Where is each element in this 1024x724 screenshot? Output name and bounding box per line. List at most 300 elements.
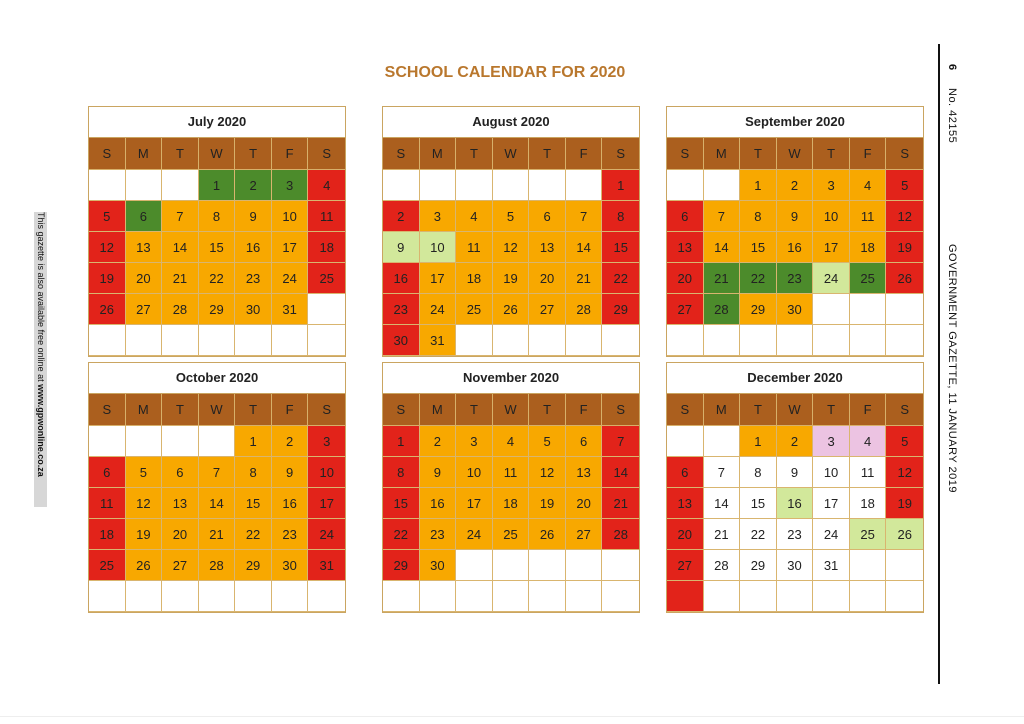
day-cell: 22 [383,519,420,550]
weekday-header: W [493,138,530,170]
empty-cell [667,170,704,201]
weekday-header: M [420,138,457,170]
empty-cell [602,550,639,581]
day-cell: 6 [566,426,603,457]
day-cell: 4 [456,201,493,232]
day-cell: 27 [667,550,704,581]
day-cell: 15 [740,232,777,263]
day-cell: 29 [235,550,272,581]
weekday-header: F [850,138,887,170]
day-cell: 2 [235,170,272,201]
day-cell: 6 [667,457,704,488]
day-cell: 20 [126,263,163,294]
weekday-header: T [162,138,199,170]
empty-cell [886,325,923,356]
day-cell: 1 [740,170,777,201]
day-cell: 2 [420,426,457,457]
day-cell: 13 [162,488,199,519]
day-cell: 1 [602,170,639,201]
day-cell: 26 [886,263,923,294]
day-cell: 19 [886,232,923,263]
empty-cell [420,581,457,612]
month-december [666,362,924,613]
page-number: 6 [946,64,958,71]
day-cell: 20 [162,519,199,550]
day-cell: 8 [602,201,639,232]
month-title: August 2020 [383,107,639,138]
day-cell: 15 [199,232,236,263]
empty-cell [493,325,530,356]
day-cell: 19 [493,263,530,294]
weekday-header: W [777,394,814,426]
day-cell: 23 [383,294,420,325]
weekday-header: S [383,138,420,170]
day-cell: 5 [529,426,566,457]
day-cell: 25 [850,519,887,550]
weekday-header: F [272,138,309,170]
day-cell: 19 [529,488,566,519]
day-cell: 15 [740,488,777,519]
empty-cell [704,325,741,356]
month-september [666,106,924,357]
day-cell: 9 [777,201,814,232]
day-cell: 28 [199,550,236,581]
day-cell: 28 [566,294,603,325]
day-cell: 26 [529,519,566,550]
empty-cell [420,170,457,201]
empty-cell [813,581,850,612]
empty-cell [566,170,603,201]
empty-cell [667,325,704,356]
day-cell: 7 [199,457,236,488]
day-cell: 12 [886,457,923,488]
day-cell: 6 [529,201,566,232]
day-cell: 13 [529,232,566,263]
day-cell: 10 [456,457,493,488]
day-cell: 27 [529,294,566,325]
empty-cell [89,170,126,201]
day-cell: 10 [420,232,457,263]
gazette-title: GOVERNMENT GAZETTE, 11 JANUARY 2019 [946,244,958,493]
empty-cell [704,581,741,612]
day-cell: 9 [420,457,457,488]
day-cell: 2 [777,426,814,457]
day-cell: 12 [493,232,530,263]
empty-cell [850,294,887,325]
day-cell: 29 [383,550,420,581]
day-cell: 31 [420,325,457,356]
day-cell: 27 [566,519,603,550]
gazette-number: No. 42155 [946,88,958,144]
margin-rule [938,44,940,684]
day-cell: 23 [235,263,272,294]
empty-cell [813,325,850,356]
day-cell: 18 [850,488,887,519]
day-cell: 11 [493,457,530,488]
day-cell: 12 [89,232,126,263]
day-cell: 11 [850,201,887,232]
day-cell: 27 [162,550,199,581]
day-cell: 20 [529,263,566,294]
day-cell: 20 [566,488,603,519]
empty-cell [529,170,566,201]
day-cell: 11 [850,457,887,488]
day-cell: 15 [383,488,420,519]
day-cell: 4 [850,426,887,457]
day-cell: 21 [602,488,639,519]
empty-cell [199,581,236,612]
month-grid [89,394,345,612]
weekday-header: W [199,394,236,426]
day-cell: 12 [886,201,923,232]
day-cell: 9 [272,457,309,488]
day-cell: 28 [162,294,199,325]
empty-cell [126,426,163,457]
weekday-header: T [813,394,850,426]
day-cell: 16 [777,232,814,263]
month-title: September 2020 [667,107,923,138]
day-cell: 25 [850,263,887,294]
weekday-header: M [704,138,741,170]
day-cell: 30 [420,550,457,581]
day-cell: 15 [235,488,272,519]
day-cell: 18 [493,488,530,519]
day-cell: 23 [420,519,457,550]
page-title: SCHOOL CALENDAR FOR 2020 [384,64,626,81]
weekday-header: T [456,138,493,170]
month-grid [89,138,345,356]
empty-cell [308,325,345,356]
empty-cell [886,581,923,612]
empty-cell [456,170,493,201]
day-cell: 30 [777,550,814,581]
month-july [88,106,346,357]
empty-cell [886,294,923,325]
day-cell: 29 [602,294,639,325]
weekday-header: T [235,138,272,170]
day-cell: 15 [602,232,639,263]
empty-cell [850,550,887,581]
day-cell: 29 [199,294,236,325]
day-cell: 30 [777,294,814,325]
month-grid [667,138,923,356]
empty-cell [89,325,126,356]
day-cell: 16 [777,488,814,519]
day-cell: 22 [740,263,777,294]
weekday-header: M [704,394,741,426]
day-cell: 7 [566,201,603,232]
empty-cell [126,325,163,356]
empty-cell [199,426,236,457]
day-cell: 6 [162,457,199,488]
day-cell: 31 [813,550,850,581]
day-cell: 13 [667,488,704,519]
day-cell: 31 [308,550,345,581]
day-cell: 3 [272,170,309,201]
day-cell: 21 [704,519,741,550]
day-cell: 5 [886,426,923,457]
day-cell: 14 [162,232,199,263]
weekday-header: W [493,394,530,426]
month-title: October 2020 [89,363,345,394]
day-cell: 24 [456,519,493,550]
weekday-header: W [199,138,236,170]
month-title: December 2020 [667,363,923,394]
empty-cell [126,581,163,612]
day-cell: 25 [89,550,126,581]
weekday-header: T [740,394,777,426]
day-cell: 10 [308,457,345,488]
day-cell: 28 [602,519,639,550]
day-cell: 3 [813,426,850,457]
empty-cell [667,581,704,612]
weekday-header: T [235,394,272,426]
day-cell: 9 [777,457,814,488]
day-cell: 5 [886,170,923,201]
month-grid [383,394,639,612]
weekday-header: M [126,394,163,426]
empty-cell [777,325,814,356]
day-cell: 19 [89,263,126,294]
side-note [34,212,47,507]
weekday-header: S [89,138,126,170]
day-cell: 20 [667,263,704,294]
day-cell: 25 [308,263,345,294]
day-cell: 16 [383,263,420,294]
day-cell: 29 [740,294,777,325]
side-note-text [34,212,47,477]
day-cell: 24 [272,263,309,294]
weekday-header: W [777,138,814,170]
month-grid [667,394,923,612]
empty-cell [602,581,639,612]
day-cell: 6 [667,201,704,232]
day-cell: 14 [704,488,741,519]
day-cell: 3 [813,170,850,201]
day-cell: 24 [813,263,850,294]
day-cell: 23 [777,519,814,550]
empty-cell [529,581,566,612]
empty-cell [886,550,923,581]
empty-cell [850,581,887,612]
weekday-header: M [126,138,163,170]
empty-cell [529,325,566,356]
day-cell: 14 [704,232,741,263]
day-cell: 14 [199,488,236,519]
day-cell: 2 [272,426,309,457]
day-cell: 7 [602,426,639,457]
day-cell: 30 [272,550,309,581]
day-cell: 1 [199,170,236,201]
empty-cell [199,325,236,356]
empty-cell [740,325,777,356]
bottom-rule [0,716,1024,717]
day-cell: 7 [704,457,741,488]
weekday-header: F [850,394,887,426]
weekday-header: M [420,394,457,426]
day-cell: 7 [704,201,741,232]
day-cell: 5 [89,201,126,232]
empty-cell [529,550,566,581]
day-cell: 30 [383,325,420,356]
day-cell: 28 [704,550,741,581]
day-cell: 17 [456,488,493,519]
day-cell: 24 [420,294,457,325]
day-cell: 1 [383,426,420,457]
day-cell: 10 [813,201,850,232]
empty-cell [566,325,603,356]
day-cell: 28 [704,294,741,325]
day-cell: 26 [493,294,530,325]
day-cell: 9 [235,201,272,232]
weekday-header: S [308,138,345,170]
day-cell: 11 [89,488,126,519]
day-cell: 8 [235,457,272,488]
day-cell: 1 [235,426,272,457]
weekday-header: T [456,394,493,426]
day-cell: 10 [813,457,850,488]
day-cell: 23 [272,519,309,550]
empty-cell [162,325,199,356]
day-cell: 24 [813,519,850,550]
weekday-header: T [529,394,566,426]
empty-cell [272,581,309,612]
day-cell: 14 [566,232,603,263]
day-cell: 8 [740,201,777,232]
day-cell: 2 [383,201,420,232]
weekday-header: F [566,394,603,426]
day-cell: 26 [886,519,923,550]
month-title: November 2020 [383,363,639,394]
day-cell: 30 [235,294,272,325]
weekday-header: S [383,394,420,426]
day-cell: 17 [813,232,850,263]
day-cell: 2 [777,170,814,201]
empty-cell [235,581,272,612]
day-cell: 19 [126,519,163,550]
weekday-header: T [740,138,777,170]
empty-cell [493,581,530,612]
weekday-header: F [272,394,309,426]
day-cell: 11 [456,232,493,263]
day-cell: 1 [740,426,777,457]
day-cell: 10 [272,201,309,232]
empty-cell [704,170,741,201]
empty-cell [566,550,603,581]
day-cell: 16 [235,232,272,263]
day-cell: 8 [740,457,777,488]
day-cell: 20 [667,519,704,550]
empty-cell [162,170,199,201]
empty-cell [456,550,493,581]
month-november [382,362,640,613]
day-cell: 21 [704,263,741,294]
day-cell: 21 [199,519,236,550]
empty-cell [493,550,530,581]
day-cell: 21 [162,263,199,294]
empty-cell [162,426,199,457]
day-cell: 23 [777,263,814,294]
month-august [382,106,640,357]
day-cell: 16 [272,488,309,519]
weekday-header: T [813,138,850,170]
day-cell: 17 [420,263,457,294]
empty-cell [704,426,741,457]
weekday-header: T [529,138,566,170]
day-cell: 18 [456,263,493,294]
day-cell: 6 [126,201,163,232]
weekday-header: F [566,138,603,170]
day-cell: 13 [126,232,163,263]
day-cell: 12 [529,457,566,488]
day-cell: 9 [383,232,420,263]
empty-cell [308,581,345,612]
day-cell: 27 [667,294,704,325]
empty-cell [813,294,850,325]
empty-cell [566,581,603,612]
day-cell: 25 [456,294,493,325]
empty-cell [456,581,493,612]
empty-cell [602,325,639,356]
day-cell: 18 [308,232,345,263]
day-cell: 29 [740,550,777,581]
day-cell: 17 [308,488,345,519]
day-cell: 6 [89,457,126,488]
month-october [88,362,346,613]
empty-cell [272,325,309,356]
day-cell: 14 [602,457,639,488]
day-cell: 24 [308,519,345,550]
empty-cell [740,581,777,612]
empty-cell [493,170,530,201]
day-cell: 18 [89,519,126,550]
side-note-prefix: This gazette is also available free online at [36,212,46,385]
empty-cell [235,325,272,356]
empty-cell [126,170,163,201]
weekday-header: S [308,394,345,426]
day-cell: 25 [493,519,530,550]
empty-cell [308,294,345,325]
day-cell: 19 [886,488,923,519]
weekday-header: S [667,394,704,426]
weekday-header: S [602,138,639,170]
weekday-header: S [602,394,639,426]
day-cell: 5 [126,457,163,488]
day-cell: 4 [308,170,345,201]
day-cell: 17 [272,232,309,263]
empty-cell [456,325,493,356]
weekday-header: S [886,394,923,426]
day-cell: 22 [235,519,272,550]
day-cell: 26 [126,550,163,581]
day-cell: 16 [420,488,457,519]
side-note-url: www.gpwonline.co.za [36,384,46,477]
day-cell: 13 [566,457,603,488]
month-title: July 2020 [89,107,345,138]
empty-cell [383,581,420,612]
weekday-header: S [667,138,704,170]
empty-cell [777,581,814,612]
day-cell: 11 [308,201,345,232]
day-cell: 3 [456,426,493,457]
day-cell: 8 [383,457,420,488]
day-cell: 17 [813,488,850,519]
day-cell: 4 [493,426,530,457]
day-cell: 31 [272,294,309,325]
empty-cell [89,581,126,612]
empty-cell [89,426,126,457]
day-cell: 3 [420,201,457,232]
